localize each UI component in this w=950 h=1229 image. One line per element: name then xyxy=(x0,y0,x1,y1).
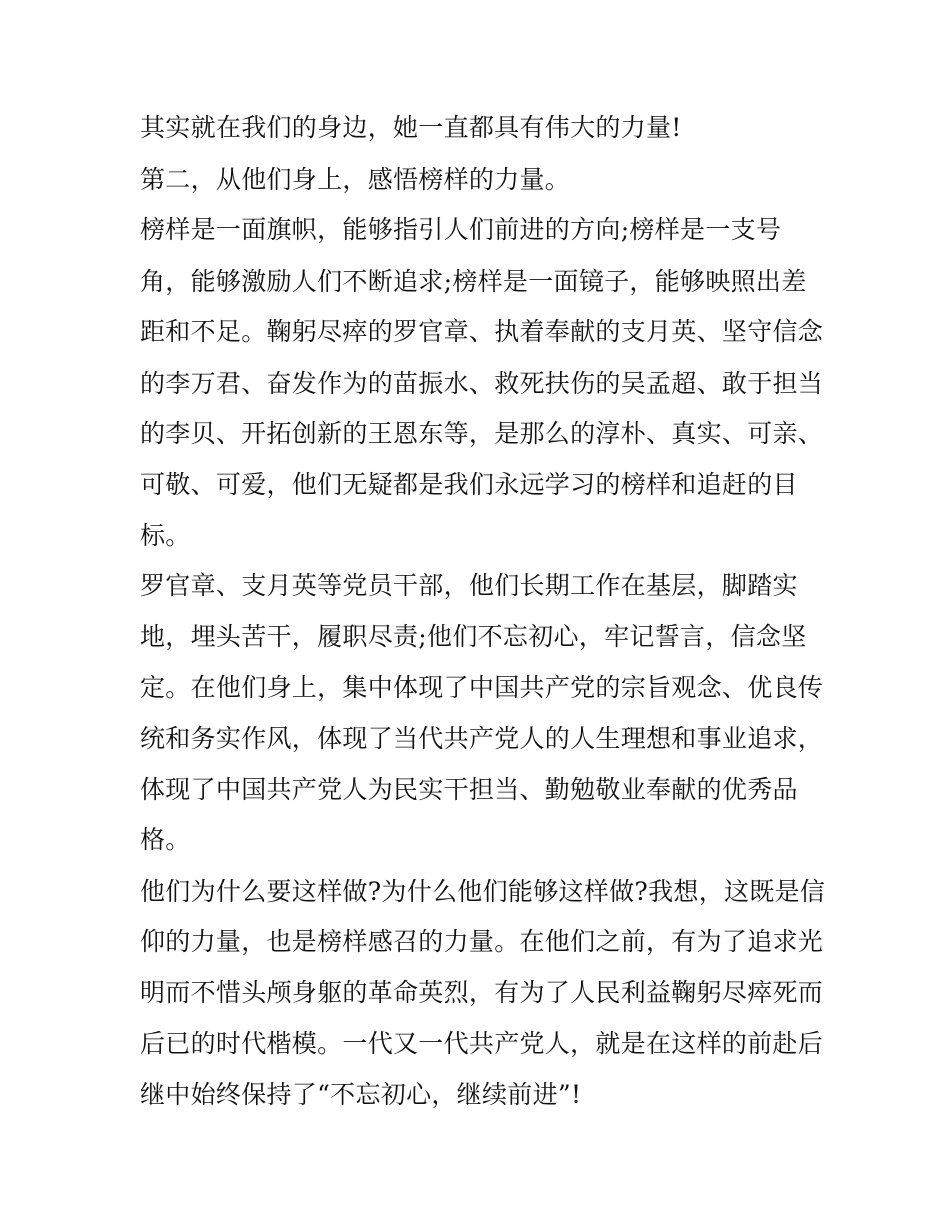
text-line: 榜样是一面旗帜，能够指引人们前进的方向;榜样是一支号 xyxy=(140,215,782,244)
text-line: 后已的时代楷模。一代又一代共产党人，就是在这样的前赴后 xyxy=(140,1029,824,1058)
text-line: 第二，从他们身上，感悟榜样的力量。 xyxy=(140,165,571,194)
text-line: 仰的力量，也是榜样感召的力量。在他们之前，有为了追求光 xyxy=(140,927,824,956)
text-line: 统和务实作风，体现了当代共产党人的人生理想和事业追求， xyxy=(140,724,824,753)
text-line: 地，埋头苦干，履职尽责;他们不忘初心，牢记誓言，信念坚 xyxy=(140,622,807,651)
text-line: 可敬、可爱，他们无疑都是我们永远学习的榜样和追赶的目 xyxy=(140,470,798,499)
text-line: 其实就在我们的身边，她一直都具有伟大的力量! xyxy=(140,113,682,142)
text-line: 距和不足。鞠躬尽瘁的罗官章、执着奉献的支月英、坚守信念 xyxy=(140,317,824,346)
text-line: 明而不惜头颅身躯的革命英烈，有为了人民利益鞠躬尽瘁死而 xyxy=(140,978,824,1007)
text-line: 标。 xyxy=(140,521,191,550)
text-line: 的李万君、奋发作为的苗振水、救死扶伤的吴孟超、敢于担当 xyxy=(140,369,824,398)
text-line: 罗官章、支月英等党员干部，他们长期工作在基层，脚踏实 xyxy=(140,571,798,600)
text-line: 的李贝、开拓创新的王恩东等，是那么的淳朴、真实、可亲、 xyxy=(140,419,824,448)
text-line: 体现了中国共产党人为民实干担当、勤勉敬业奉献的优秀品 xyxy=(140,775,798,804)
text-line: 他们为什么要这样做?为什么他们能够这样做?我想，这既是信 xyxy=(140,877,826,906)
text-line: 继中始终保持了“不忘初心，继续前进”! xyxy=(140,1080,582,1109)
text-line: 角，能够激励人们不断追求;榜样是一面镜子，能够映照出差 xyxy=(140,267,807,296)
text-line: 格。 xyxy=(140,825,191,854)
text-line: 定。在他们身上，集中体现了中国共产党的宗旨观念、优良传 xyxy=(140,673,824,702)
